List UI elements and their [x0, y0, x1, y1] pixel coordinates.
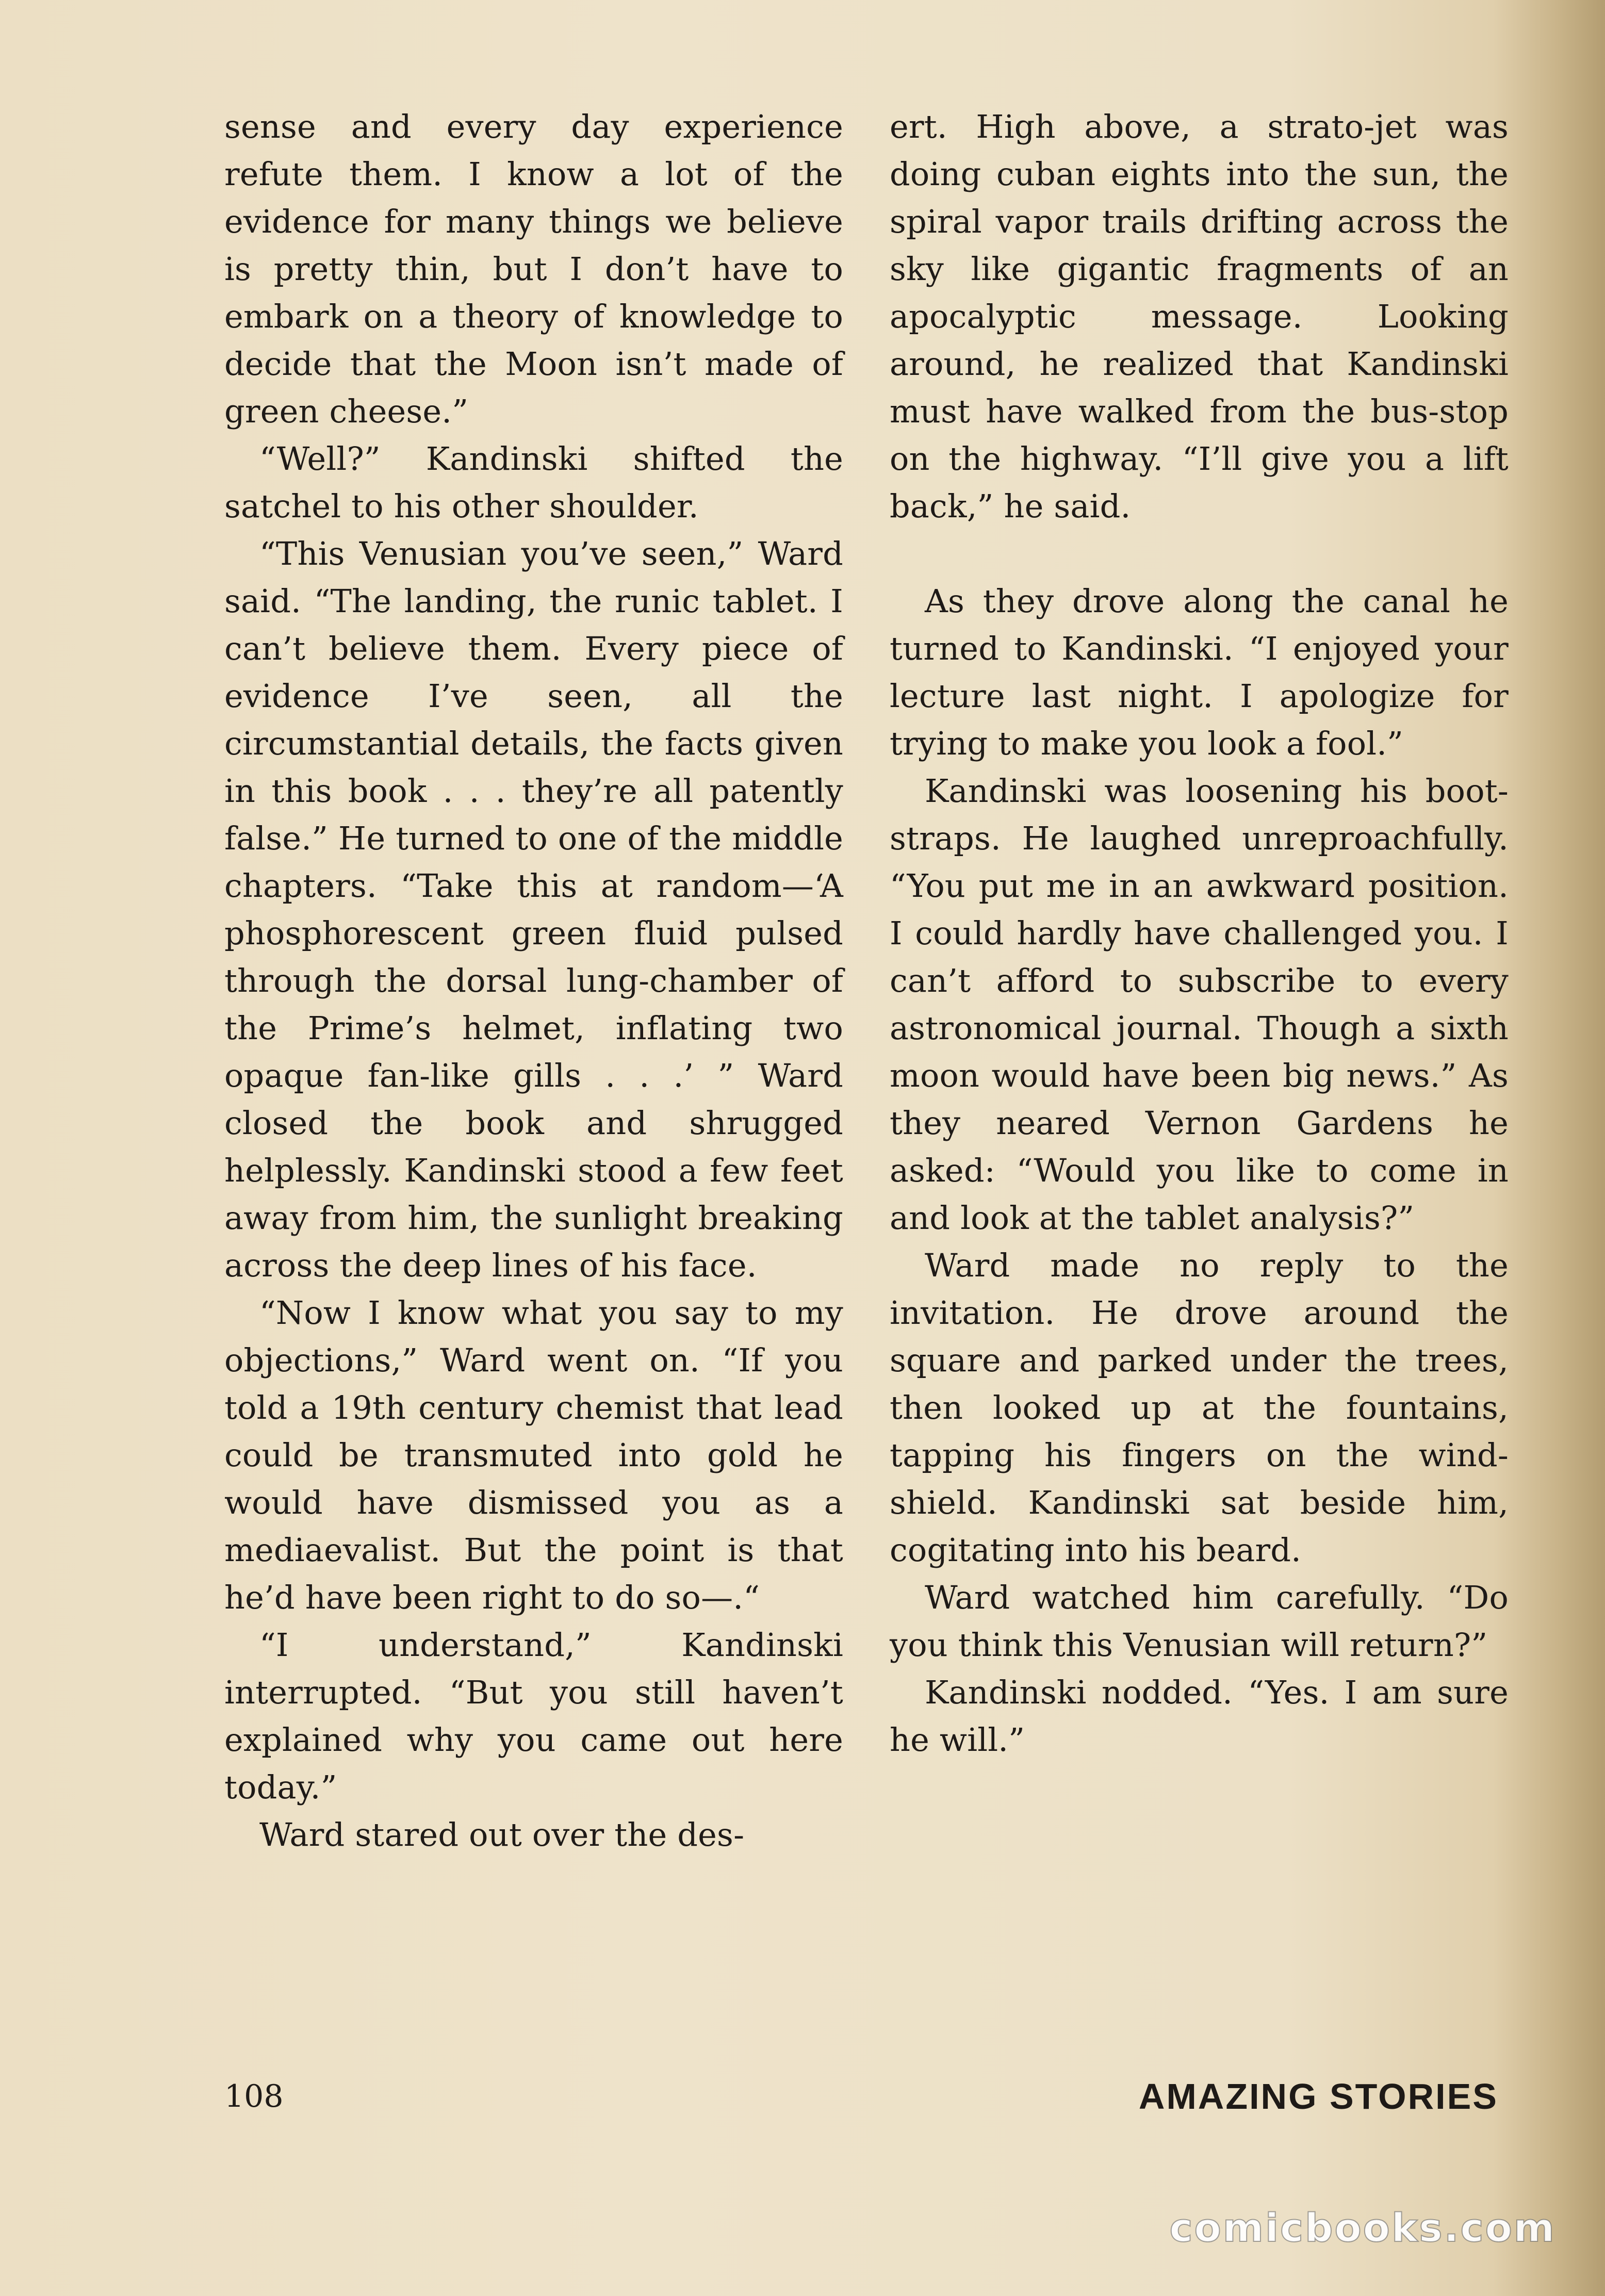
paragraph: As they drove along the canal he turned to Kandinski. “I enjoyed your lecture last night. I apologize for trying to make you look a fool.” — [890, 582, 1509, 762]
paragraph: Ward made no reply to the invitation. He drove around the square and parked under the trees, then looked up at the fountains, tapping his fingers on the wind-shield. Kandinski sat beside him, cogitating into his beard. — [890, 1247, 1509, 1569]
paragraph: Ward stared out over the des- — [259, 1816, 745, 1854]
paragraph: ert. High above, a strato-jet was doing cuban eights into the sun, the spiral vapor trails drifting across the sky like gigantic fragments of an apocalyptic message. Looking around, he realized that Kandinski must have walked from the bus-stop on the highway. “I’ll give you a lift back,” he said. — [890, 108, 1509, 525]
paragraph: Ward watched him carefully. “Do you think this Venusian will return?” — [890, 1579, 1509, 1664]
paragraph: “Now I know what you say to my objections,” Ward went on. “If you told a 19th century chemist that lead could be transmuted into gold he would have dismissed you as a mediaevalist. But the point is that he’d have been right to do so—.“ — [224, 1294, 843, 1616]
paragraph: Kandinski was loosening his boot-straps. He laughed unreproachfully. “You put me in an awkward position. I could hardly have challenged you. I can’t afford to subscribe to every astronomical journal. Though a sixth moon would have been big news.” As they neared Vernon Gardens he asked: “Would you like to come in and look at the tablet analysis?” — [890, 772, 1509, 1237]
right-text-column — [890, 103, 1509, 1764]
paragraph: Kandinski nodded. “Yes. I am sure he will.” — [890, 1674, 1509, 1759]
paragraph: sense and every day experience refute them. I know a lot of the evidence for many things we believe is pretty thin, but I don’t have to embark on a theory of knowledge to decide that the Moon isn’t made of green cheese.” — [224, 108, 843, 430]
paragraph: “Well?” Kandinski shifted the satchel to his other shoulder. — [224, 440, 843, 525]
page-footer — [224, 2073, 1498, 2130]
running-head: AMAZING STORIES — [1138, 2076, 1498, 2117]
paragraph: “This Venusian you’ve seen,” Ward said. “The landing, the runic tablet. I can’t believe them. Every piece of evidence I’ve seen, all the circumstantial details, the facts given in this book . . . they’re all patently false.” He turned to one of the middle chapters. “Take this at random—‘A phosphorescent green fluid pulsed through the dorsal lung-chamber of the Prime’s helmet, inflating two opaque fan-like gills . . .’ ” Ward closed the book and shrugged helplessly. Kandinski stood a few feet away from him, the sunlight breaking across the deep lines of his face. — [224, 535, 843, 1284]
section-break — [890, 530, 1509, 578]
page-number: 108 — [224, 2078, 284, 2114]
left-text-column — [224, 103, 843, 1859]
watermark: comicbooks.com — [1169, 2205, 1556, 2251]
paragraph: “I understand,” Kandinski interrupted. “But you still haven’t explained why you came out here today.” — [224, 1626, 843, 1806]
